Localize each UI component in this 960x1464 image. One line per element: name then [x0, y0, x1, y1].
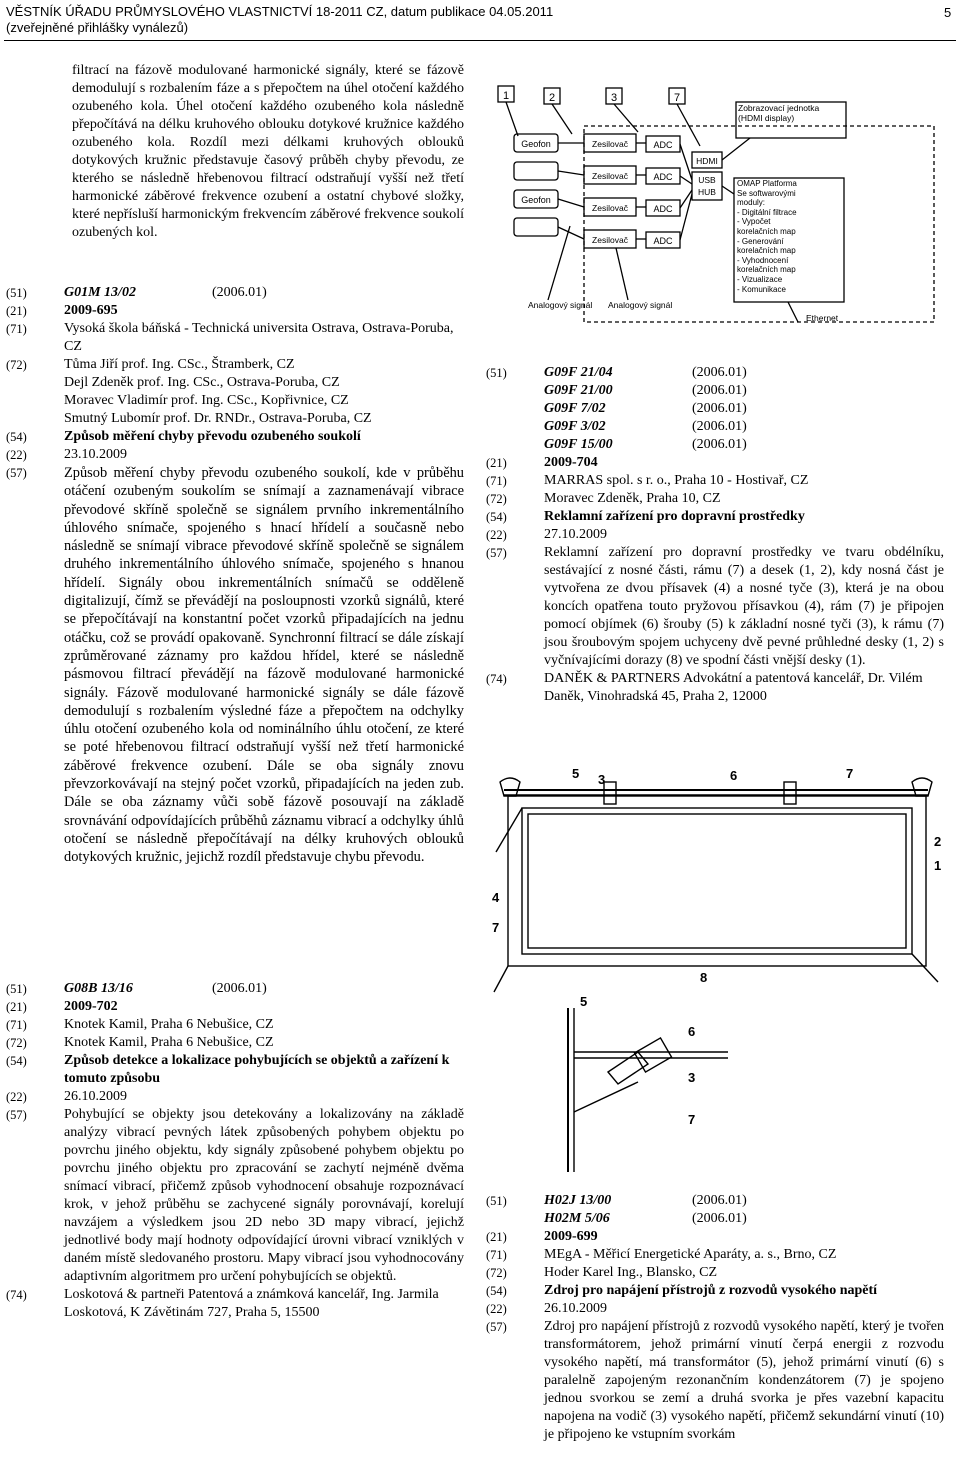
adc-column [636, 136, 680, 248]
applicant: MEgA - Měřicí Energetické Aparáty, a. s., Brno, CZ [544, 1247, 837, 1262]
inid-74: (74) [6, 1288, 27, 1302]
application-number: 2009-695 [64, 303, 118, 318]
attorney: DANĚK & PARTNERS Advokátní a patentová kancelář, Dr. Vilém Daněk, Vinohradská 45, Praha 2, 12000 [544, 671, 923, 704]
abstract: Zdroj pro napájení přístrojů z rozvodů vysokého napětí, který je tvořen transformátorem, jehož primární vinutí čerpá energii z rozvodu vysokého napětí, má transformátor (5), jehož primární vinutí (6) s paralelně zapojeným rezonančním kondenzátorem (7) je spojeno jednou svorkou se zemí a druhá svorka je přes vazební kapacitu napojena na vodič (3) vysokého napětí, přičemž sekundární vinutí (10) je připojeno ke vstupním svorkám [544, 1319, 944, 1442]
classification-version: (2006.01) [692, 383, 747, 398]
detail-label-5: 5 [580, 994, 588, 1009]
classification: G09F 15/00 [544, 437, 613, 452]
entry-g08b [6, 980, 464, 1322]
omap-line: moduly: [737, 198, 766, 208]
detail-label-3: 3 [688, 1070, 696, 1085]
clamp [784, 782, 796, 804]
abstract: Způsob měření chyby převodu ozubeného soukolí, kde v průběhu otáčení ozubeným soukolím se snímají a zaznamenávají vibrace převodové skříně společně se signálem prvního inkrementálního úhlového snímače, spojeného s hnací hřídelí a současně nebo následně se snímají vibrace převodové skříně společně se signálem druhého inkrementálního úhlového snímače, spojeného s hnanou hřídelí. Signály obou inkrementálních snímačů se odděleně digitalizují, čímž se převádějí na posloupnosti vzorků signálů, které se přepočítávají na konstantní počet vzorků připadajících na jednu otáčku, což se provádí opakovaně. Synchronní filtrací se dále získají zprůměrované záznamy pro každou hřídel, které se následně pásmovou filtrací převádějí na fázově modulované harmonické signály. Fázově modulované harmonické signály se dále fázově demodulují s rozbalením výsledné fáze a přepočtem na odchylky úhlu otočení ozubeného kola od nominálního úhlu otočení, ze které se poté hřebenovou filtrací odstraňují vyšší než třetí harmonické záběrové frekvence ozubení. Dále se oba signály znovu převzorkovávají na stejný počet vzorků, připadajících na jeden zub. Dále se oba záznamy vůči sobě fázově posouvají na základě srovnávání odpovídajících průběhů záznamu vibrací a odchylky úhlů otočení se následně přepočítávají na délky kruhových oblouků dotykových kružnic, jejichž rozdíl představuje chybu převodu. [64, 465, 464, 866]
inid-22: (22) [6, 448, 27, 462]
fig-num-3: 3 [610, 92, 618, 104]
figure-number-boxes [498, 86, 700, 146]
classification: G09F 21/00 [544, 383, 613, 398]
classification-version: (2006.01) [692, 1211, 747, 1226]
clamp [604, 782, 616, 804]
inventor: Knotek Kamil, Praha 6 Nebušice, CZ [64, 1035, 274, 1050]
filing-date: 23.10.2009 [64, 447, 127, 462]
label-8: 8 [700, 970, 708, 985]
omap-line: - Vypočet [737, 217, 771, 227]
classification-version: (2006.01) [212, 981, 267, 996]
filing-date: 26.10.2009 [544, 1301, 607, 1316]
block-diagram [488, 76, 950, 346]
inventor: Hoder Karel Ing., Blansko, CZ [544, 1265, 718, 1280]
inid-54: (54) [6, 430, 27, 444]
invention-title: Reklamní zařízení pro dopravní prostředky [544, 509, 805, 524]
label-1: 1 [934, 858, 942, 873]
classification: G01M 13/02 [64, 285, 136, 300]
page-number: 5 [944, 5, 952, 20]
inid-51: (51) [6, 286, 27, 300]
detail-label-7: 7 [688, 1112, 696, 1127]
inid-21: (21) [486, 1230, 507, 1244]
panel-outer [522, 808, 912, 954]
hdmi-label: HDMI [696, 156, 718, 166]
applicant: Vysoká škola báňská - Technická universita Ostrava, Ostrava-Poruba, CZ [64, 321, 454, 354]
label-7: 7 [492, 920, 500, 935]
amplifier-label: Zesilovač [592, 235, 628, 245]
geofon-label: Geofon [521, 139, 551, 149]
label-5: 5 [572, 766, 580, 781]
journal-title: VĚSTNÍK ÚŘADU PRŮMYSLOVÉHO VLASTNICTVÍ 18-2011 CZ, datum publikace 04.05.2011 [6, 4, 554, 19]
classification: G09F 21/04 [544, 365, 613, 380]
application-number: 2009-699 [544, 1229, 598, 1244]
applicant: MARRAS spol. s r. o., Praha 10 - Hostivař, CZ [544, 473, 809, 488]
classification-version: (2006.01) [692, 365, 747, 380]
inid-57: (57) [486, 546, 507, 560]
filing-date: 26.10.2009 [64, 1089, 127, 1104]
amplifier-label: Zesilovač [592, 203, 628, 213]
classification-version: (2006.01) [212, 285, 267, 300]
header-divider [4, 40, 956, 41]
inventors [64, 356, 464, 428]
omap-line: - Komunikace [737, 284, 786, 294]
inid-74: (74) [486, 672, 507, 686]
application-number: 2009-704 [544, 455, 598, 470]
adc-label: ADC [653, 236, 673, 246]
classification: H02M 5/06 [544, 1211, 610, 1226]
label-6: 6 [730, 768, 738, 783]
inid-71: (71) [6, 322, 27, 336]
omap-line: korelačních map [737, 246, 796, 256]
inid-22: (22) [6, 1090, 27, 1104]
omap-module-list [737, 179, 843, 294]
entry-h02j [486, 1192, 944, 1444]
page-header [6, 4, 553, 36]
classification-list [544, 1192, 944, 1228]
omap-line: OMAP Platforma [737, 179, 797, 188]
inid-54: (54) [486, 510, 507, 524]
amplifier-label: Zesilovač [592, 139, 628, 149]
outer-frame [508, 796, 926, 966]
classification: G08B 13/16 [64, 981, 133, 996]
label-7: 7 [846, 766, 854, 781]
inid-71: (71) [6, 1018, 27, 1032]
fig-num-2: 2 [548, 92, 556, 104]
inid-54: (54) [486, 1284, 507, 1298]
display-unit-label: Zobrazovací jednotka (HDMI display) [738, 103, 820, 123]
invention-title: Způsob měření chyby převodu ozubeného soukolí [64, 429, 361, 444]
applicant: Knotek Kamil, Praha 6 Nebušice, CZ [64, 1017, 274, 1032]
omap-line: korelačních map [737, 226, 796, 236]
amplifier-label: Zesilovač [592, 171, 628, 181]
abstract: Reklamní zařízení pro dopravní prostředky ve tvaru obdélníku, sestávající z nosné části, rámu (7) a desek (1, 2), kdy nosná část je vytvořena ze dvou přísavek (4) a nosné tyče (3), která je na obou koncích opatřena touto pryžovou přísavkou (4), rám (7) je připojen pomocí objímek (6) šrouby (5) k základní nosné tyči (3), k rámu (7) jsou šroubovým spojem uchyceny dvě pevné průhledné desky (1, 2) s vyčnívajícími dorazy (8) ve spodní části vnější desky (1). [544, 545, 944, 668]
hub-label: HUB [698, 187, 716, 197]
classification: H02J 13/00 [544, 1193, 612, 1208]
frame-drawing [488, 752, 950, 1182]
inid-71: (71) [486, 1248, 507, 1262]
omap-line: - Digitální filtrace [737, 207, 797, 217]
detail-view [568, 994, 728, 1172]
omap-line: korelačních map [737, 265, 796, 275]
classification-version: (2006.01) [692, 1193, 747, 1208]
inid-21: (21) [6, 304, 27, 318]
classification-version: (2006.01) [692, 419, 747, 434]
inid-72: (72) [6, 358, 27, 372]
inid-22: (22) [486, 1302, 507, 1316]
inid-21: (21) [6, 1000, 27, 1014]
inid-21: (21) [486, 456, 507, 470]
adc-label: ADC [653, 140, 673, 150]
usb-label: USB [698, 175, 716, 185]
amplifier-column [558, 134, 636, 248]
filing-date: 27.10.2009 [544, 527, 607, 542]
entry-g09f [486, 364, 944, 706]
omap-line: - Vyhodnocení [737, 255, 789, 265]
adc-label: ADC [653, 204, 673, 214]
label-2: 2 [934, 834, 942, 849]
label-3: 3 [598, 772, 606, 787]
geofon-label: Geofon [521, 195, 551, 205]
suction-cup [912, 778, 932, 796]
fig-num-7: 7 [673, 92, 681, 104]
inid-72: (72) [6, 1036, 27, 1050]
inventor: Dejl Zdeněk prof. Ing. CSc., Ostrava-Poruba, CZ [64, 375, 340, 390]
invention-title: Zdroj pro napájení přístrojů z rozvodů vysokého napětí [544, 1283, 878, 1298]
inid-57: (57) [6, 1108, 27, 1122]
classification: G09F 3/02 [544, 419, 606, 434]
journal-subtitle: (zveřejněné přihlášky vynálezů) [6, 20, 189, 35]
label-4: 4 [492, 890, 500, 905]
application-number: 2009-702 [64, 999, 118, 1014]
inventor: Moravec Zdeněk, Praha 10, CZ [544, 491, 721, 506]
classification-version: (2006.01) [692, 437, 747, 452]
inid-51: (51) [486, 366, 507, 380]
detail-label-6: 6 [688, 1024, 696, 1039]
omap-line: Se softwarovými [737, 188, 796, 198]
inventor: Moravec Vladimír prof. Ing. CSc., Kopřivnice, CZ [64, 393, 349, 408]
entry-g01m [6, 284, 464, 867]
omap-line: - Vizualizace [737, 274, 783, 284]
suction-cup [500, 778, 520, 796]
attorney: Loskotová & partneři Patentová a známková kancelář, Ing. Jarmila Loskotová, K Závětinám 727, Praha 5, 15500 [64, 1287, 439, 1320]
inid-71: (71) [486, 474, 507, 488]
classification-list [544, 364, 944, 454]
inventor: Smutný Lubomír prof. Dr. RNDr., Ostrava-Poruba, CZ [64, 411, 372, 426]
adc-label: ADC [653, 172, 673, 182]
analog-signal-label-2: Analogový signál [608, 300, 673, 310]
inid-57: (57) [486, 1320, 507, 1334]
inid-57: (57) [6, 466, 27, 480]
classification: G09F 7/02 [544, 401, 606, 416]
inid-54: (54) [6, 1054, 27, 1068]
inid-72: (72) [486, 1266, 507, 1280]
invention-title: Způsob detekce a lokalizace pohybujících se objektů a zařízení k tomuto způsobu [64, 1053, 450, 1086]
inid-51: (51) [486, 1194, 507, 1208]
analog-signal-label-1: Analogový signál [528, 300, 593, 310]
classification-version: (2006.01) [692, 401, 747, 416]
panel-inner [528, 814, 906, 948]
abstract: Pohybující se objekty jsou detekovány a lokalizovány na základě analýzy vibrací pevných látek způsobených pohybem objektu po povrchu jiného objektu, kdy signály způsobené pohybem objektu po povrchu jiného objektu pro zpracování se zachytí nejméně dvěma snímací vibrací, přičemž způsob vyhodnocení obsahuje rozpoznávací krok, v jehož průběhu se zachycené signály porovnávají, korelují navzájem a výsledkem jsou 2D nebo 3D mapy vibrací, jejichž jednotlivé body mají hodnoty odpovídající úrovni vibrací vzniklých v daném místě sledovaného prostoru. Mapy vibrací jsou vyhodnocovány adaptivním algoritmem pro určení pohybujících se objektů. [64, 1107, 464, 1284]
omap-line: - Generování [737, 236, 784, 246]
intro-paragraph: filtrací na fázově modulované harmonické signály, které se fázově demodulují s rozbalením fáze a s přepočtem na úhel otočení každého ozubeného kola. Úhel otočení každého ozubeného kola následně přepočítává na délku kruhového oblouku dotykové kružnice každého ozubeného kola. Rozdíl mezi délkami kruhových oblouků dotykových kružnic představuje časový průběh chyby převodu, ze kterého se následně hřebenovou filtrací odstraňují vyšší než třetí harmonické záběrové frekvence ozubení a ostatní chybové složky, které nepřísluší harmonickým frekvencím záběrové frekvence soukolí ozubených kol. [72, 63, 464, 240]
inventor: Tůma Jiří prof. Ing. CSc., Štramberk, CZ [64, 357, 295, 372]
ethernet-label: Ethernet [806, 313, 839, 323]
inid-72: (72) [486, 492, 507, 506]
inid-22: (22) [486, 528, 507, 542]
fig-num-1: 1 [502, 90, 510, 102]
inid-51: (51) [6, 982, 27, 996]
geofon-column [514, 134, 558, 236]
